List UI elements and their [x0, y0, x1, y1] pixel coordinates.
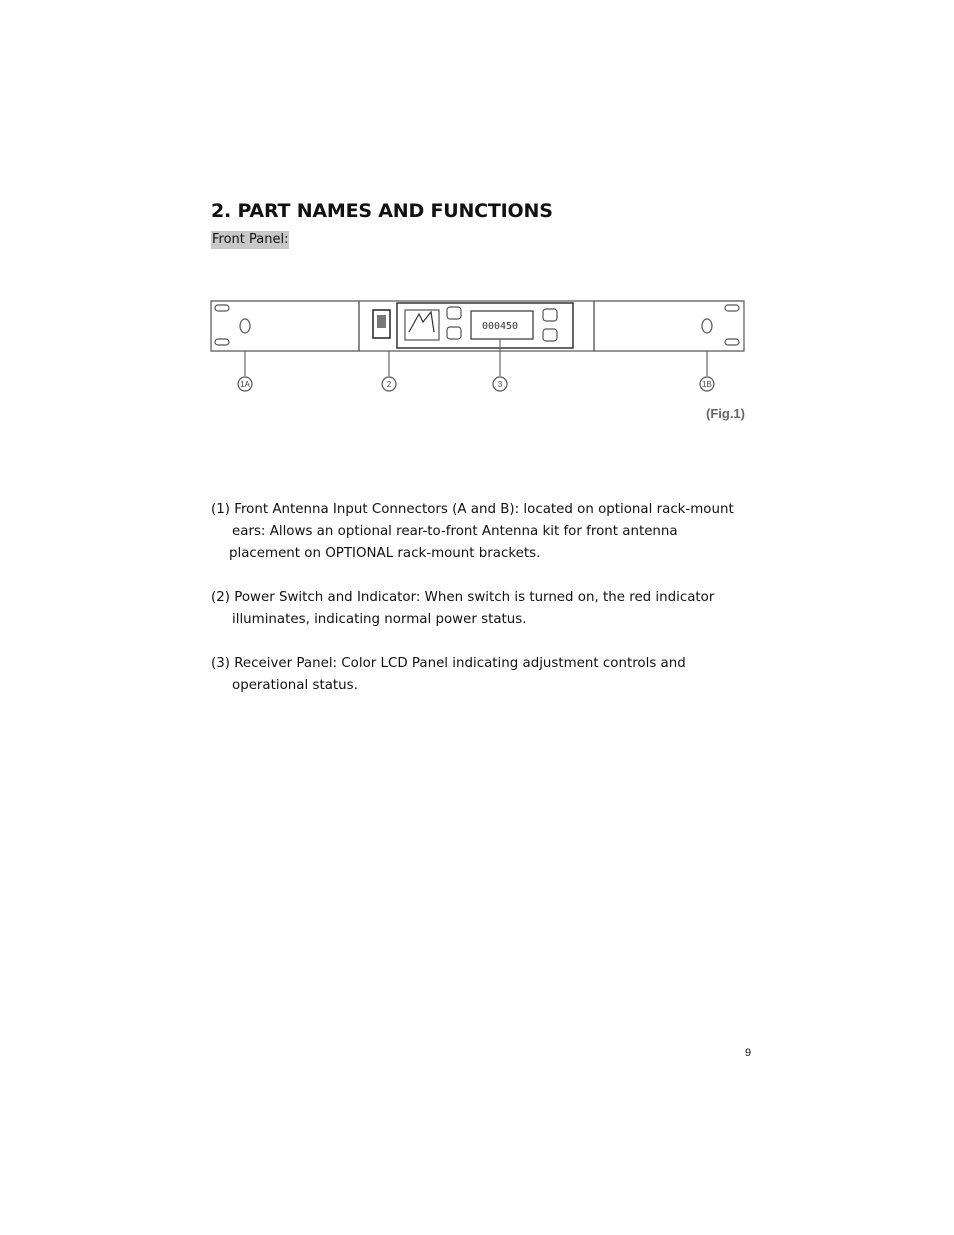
left-ear-slot-bottom — [215, 339, 229, 345]
right-ear-slot-top — [725, 305, 739, 311]
lcd-readout: 000450 — [481, 321, 519, 332]
item-3-line-2: operational status. — [232, 678, 358, 693]
page-number: 9 — [745, 1047, 752, 1059]
item-front-antenna-connectors — [211, 499, 734, 565]
item-power-switch — [211, 587, 731, 631]
section-heading: 2. PART NAMES AND FUNCTIONS — [211, 200, 553, 222]
left-button-bottom — [447, 327, 461, 339]
item-2-line-1: (2) Power Switch and Indicator: When switch is turned on, the red indicator — [211, 590, 715, 605]
brand-logo-box — [405, 310, 439, 340]
callout-label-1b: 1B — [702, 380, 712, 389]
item-2-line-2: illuminates, indicating normal power status. — [232, 612, 527, 627]
receiver-body — [359, 301, 594, 351]
left-rack-ear — [211, 301, 359, 351]
right-button-bottom — [543, 329, 557, 341]
right-button-top — [543, 309, 557, 321]
item-1-line-3: placement on OPTIONAL rack-mount brackets. — [229, 546, 541, 561]
left-button-top — [447, 307, 461, 319]
item-receiver-panel — [211, 653, 731, 697]
left-ear-slot-top — [215, 305, 229, 311]
callout-label-1a: 1A — [240, 380, 250, 389]
front-panel-subheading: Front Panel: — [212, 232, 289, 247]
right-ear-slot-bottom — [725, 339, 739, 345]
item-1-line-1: (1) Front Antenna Input Connectors (A and B): located on optional rack-mount — [211, 502, 734, 517]
callout-label-2: 2 — [386, 380, 392, 389]
antenna-connector-a — [240, 319, 250, 333]
front-panel-diagram — [209, 296, 749, 432]
power-switch-rocker — [377, 315, 386, 328]
antenna-connector-b — [702, 319, 712, 333]
callout-label-3: 3 — [497, 380, 503, 389]
right-rack-ear — [594, 301, 744, 351]
figure-caption: (Fig.1) — [706, 406, 745, 421]
item-3-line-1: (3) Receiver Panel: Color LCD Panel indicating adjustment controls and — [211, 656, 686, 671]
item-1-line-2: ears: Allows an optional rear-to-front Antenna kit for front antenna — [232, 524, 678, 539]
front-panel-figure — [209, 296, 749, 432]
brand-logo-mark — [409, 312, 434, 332]
